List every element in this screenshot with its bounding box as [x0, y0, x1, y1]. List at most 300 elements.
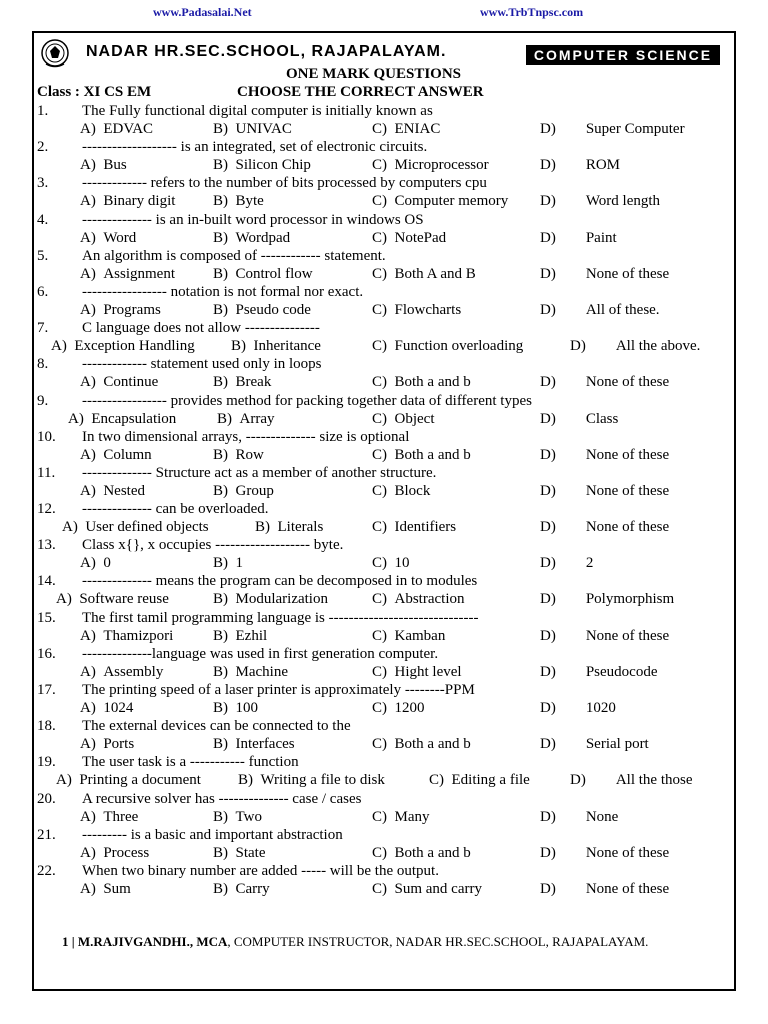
option-text: All the above.	[615, 338, 701, 355]
option-letter: B)	[238, 772, 253, 789]
option-text: Encapsulation	[91, 410, 177, 427]
option-letter: A)	[80, 157, 96, 174]
option-b	[213, 482, 274, 500]
question-text: An algorithm is composed of ------------ statement.	[82, 247, 386, 264]
question-text: C language does not allow ---------------	[82, 320, 320, 337]
option-letter: C)	[372, 338, 387, 355]
option-c	[372, 301, 461, 319]
question-text: -------------- is an in-built word processor in windows OS	[82, 211, 424, 228]
question-number: 21.	[37, 826, 56, 843]
option-text: Ezhil	[235, 627, 268, 644]
option-letter: A)	[80, 193, 96, 210]
question-number: 6.	[37, 283, 49, 300]
option-text: Carry	[235, 880, 270, 897]
option-c	[372, 627, 445, 645]
question-item	[37, 428, 727, 464]
option-a	[80, 663, 163, 681]
option-letter: C)	[372, 555, 387, 572]
option-a	[56, 590, 169, 608]
option-text: Sum	[103, 880, 131, 897]
option-letter: B)	[231, 338, 246, 355]
option-d	[540, 482, 669, 500]
question-item	[37, 536, 727, 572]
option-a	[80, 699, 133, 717]
option-text: Pseudocode	[585, 663, 658, 680]
option-letter: B)	[213, 374, 228, 391]
option-a	[80, 156, 127, 174]
option-text: Exception Handling	[74, 338, 195, 355]
option-a	[80, 735, 134, 753]
option-c	[372, 808, 430, 826]
option-letter: D)	[540, 482, 556, 499]
option-c	[372, 735, 471, 753]
question-item	[37, 211, 727, 247]
option-letter: B)	[213, 482, 228, 499]
option-b	[231, 337, 321, 355]
option-c	[372, 554, 410, 572]
option-letter: D)	[540, 736, 556, 753]
option-b	[217, 410, 274, 428]
question-number: 16.	[37, 645, 56, 662]
option-c	[372, 373, 471, 391]
option-letter: D)	[540, 446, 556, 463]
option-letter: D)	[540, 663, 556, 680]
option-text: Nested	[103, 482, 145, 499]
option-text: Sum and carry	[394, 880, 482, 897]
option-text: Both a and b	[394, 736, 471, 753]
option-a	[80, 120, 153, 138]
option-letter: B)	[213, 808, 228, 825]
question-number: 15.	[37, 609, 56, 626]
option-letter: C)	[372, 121, 387, 137]
option-c	[372, 663, 462, 681]
option-text: State	[235, 844, 266, 861]
option-text: Microprocessor	[394, 157, 489, 174]
page-subtitle: ONE MARK QUESTIONS	[286, 66, 462, 82]
option-letter: B)	[213, 121, 228, 137]
option-d	[540, 373, 669, 391]
question-number: 9.	[37, 392, 49, 409]
option-letter: A)	[68, 410, 84, 427]
question-text: Class x{}, x occupies ------------------- byte.	[82, 537, 344, 554]
option-text: Byte	[235, 193, 264, 210]
option-letter: C)	[429, 772, 444, 789]
option-letter: B)	[213, 736, 228, 753]
option-text: Assignment	[103, 265, 175, 282]
option-letter: A)	[56, 591, 72, 608]
option-b	[213, 120, 292, 138]
question-item	[37, 826, 727, 862]
option-a	[80, 482, 145, 500]
option-text: ROM	[585, 157, 621, 174]
option-letter: B)	[213, 555, 228, 572]
option-a	[80, 446, 152, 464]
option-c	[372, 410, 434, 428]
option-text: Row	[235, 446, 264, 463]
option-letter: C)	[372, 157, 387, 174]
option-text: Programs	[103, 301, 161, 318]
option-text: Function overloading	[394, 338, 524, 355]
option-b	[213, 590, 328, 608]
option-letter: C)	[372, 519, 387, 536]
question-text: The external devices can be connected to the	[82, 718, 351, 735]
option-text: Thamizpori	[103, 627, 174, 644]
option-letter: D)	[540, 374, 556, 391]
option-text: Modularization	[235, 591, 328, 608]
option-text: Both A and B	[394, 265, 476, 282]
question-number: 3.	[37, 175, 49, 192]
question-item	[37, 609, 727, 645]
option-d	[540, 554, 593, 572]
option-text: Pseudo code	[235, 301, 311, 318]
option-letter: C)	[372, 736, 387, 753]
option-letter: C)	[372, 663, 387, 680]
option-text: Super Computer	[585, 121, 685, 137]
option-b	[213, 880, 270, 898]
option-letter: B)	[213, 157, 228, 174]
option-text: Column	[103, 446, 152, 463]
option-text: Editing a file	[451, 772, 530, 789]
option-text: None of these	[585, 374, 670, 391]
option-letter: B)	[213, 446, 228, 463]
option-text: Both a and b	[394, 374, 471, 391]
option-text: Paint	[585, 229, 617, 246]
option-a	[80, 627, 173, 645]
option-text: Array	[239, 410, 275, 427]
question-item	[37, 283, 727, 319]
option-letter: B)	[213, 591, 228, 608]
question-item	[37, 247, 727, 283]
option-text: 100	[235, 700, 258, 716]
option-letter: A)	[80, 121, 96, 137]
option-text: Three	[103, 808, 139, 825]
option-text: 0	[103, 555, 111, 572]
question-text: The Fully functional digital computer is initially known as	[82, 103, 433, 119]
option-text: EDVAC	[103, 121, 154, 137]
option-a	[80, 554, 111, 572]
question-item	[37, 464, 727, 500]
option-text: All the those	[615, 772, 693, 789]
option-c	[372, 265, 476, 283]
option-letter: C)	[372, 446, 387, 463]
option-c	[372, 482, 430, 500]
question-number: 18.	[37, 718, 56, 735]
option-b	[213, 735, 295, 753]
option-text: None of these	[585, 880, 670, 897]
option-text: Identifiers	[394, 519, 457, 536]
option-b	[213, 373, 271, 391]
option-text: 1200	[394, 700, 425, 716]
question-item	[37, 174, 727, 210]
option-d	[540, 192, 660, 210]
option-letter: D)	[540, 880, 556, 897]
option-d	[540, 844, 669, 862]
instruction: CHOOSE THE CORRECT ANSWER	[237, 84, 484, 100]
option-text: All of these.	[585, 301, 660, 318]
option-letter: A)	[80, 482, 96, 499]
option-letter: C)	[372, 374, 387, 391]
option-letter: A)	[51, 338, 67, 355]
option-b	[213, 156, 311, 174]
subject-badge: COMPUTER SCIENCE	[526, 45, 720, 65]
school-emblem-icon	[40, 38, 70, 70]
option-d	[540, 880, 669, 898]
question-list	[37, 102, 727, 898]
footer-text: , COMPUTER INSTRUCTOR, NADAR HR.SEC.SCHOOL, RAJAPALAYAM.	[227, 934, 649, 949]
option-d	[540, 590, 674, 608]
option-b	[213, 663, 288, 681]
option-letter: C)	[372, 265, 387, 282]
option-letter: C)	[372, 844, 387, 861]
option-text: None of these	[585, 844, 670, 861]
option-letter: C)	[372, 591, 387, 608]
question-text: -------------- Structure act as a member of another structure.	[82, 464, 437, 481]
option-letter: C)	[372, 627, 387, 644]
option-a	[56, 771, 201, 789]
option-letter: A)	[56, 772, 72, 789]
option-text: 2	[585, 555, 594, 572]
option-d	[540, 735, 649, 753]
option-letter: A)	[80, 736, 96, 753]
option-text: Break	[235, 374, 272, 391]
option-text: Polymorphism	[585, 591, 675, 608]
option-text: NotePad	[394, 229, 447, 246]
option-letter: C)	[372, 880, 387, 897]
option-text: Printing a document	[79, 772, 201, 789]
option-c	[372, 844, 471, 862]
option-text: Abstraction	[394, 591, 465, 608]
question-text: ------------------- is an integrated, set of electronic circuits.	[82, 139, 428, 156]
option-letter: C)	[372, 808, 387, 825]
option-letter: B)	[213, 265, 228, 282]
option-a	[51, 337, 195, 355]
question-item	[37, 355, 727, 391]
option-text: Class	[585, 410, 619, 427]
question-item	[37, 753, 727, 789]
option-text: Control flow	[235, 265, 313, 282]
question-number: 1.	[37, 103, 49, 119]
option-letter: C)	[372, 229, 387, 246]
question-number: 22.	[37, 862, 56, 879]
author-name: M.RAJIVGANDHI., MCA	[77, 934, 228, 949]
question-text: ----------------- provides method for packing together data of different types	[82, 392, 532, 409]
option-c	[372, 156, 489, 174]
option-a	[62, 518, 209, 536]
question-item	[37, 392, 727, 428]
option-letter: D)	[540, 410, 556, 427]
option-d	[540, 301, 660, 319]
option-text: None of these	[585, 519, 670, 536]
option-c	[372, 699, 425, 717]
question-text: When two binary number are added ----- will be the output.	[82, 862, 439, 879]
option-letter: D)	[540, 591, 556, 608]
question-item	[37, 138, 727, 174]
question-item	[37, 862, 727, 898]
question-item	[37, 319, 727, 355]
option-text: Hight level	[394, 663, 462, 680]
option-a	[80, 808, 138, 826]
question-item	[37, 572, 727, 608]
option-text: Computer memory	[394, 193, 509, 210]
option-d	[570, 337, 700, 355]
option-letter: A)	[80, 808, 96, 825]
option-letter: D)	[540, 627, 556, 644]
option-letter: D)	[540, 808, 556, 825]
padasalai-link[interactable]: www.Padasalai.Net	[153, 5, 252, 19]
question-item	[37, 645, 727, 681]
option-b	[213, 844, 266, 862]
option-c	[372, 590, 464, 608]
question-item	[37, 500, 727, 536]
option-text: 10	[394, 555, 410, 572]
option-text: ENIAC	[394, 121, 441, 137]
option-letter: B)	[213, 193, 228, 210]
option-c	[372, 518, 456, 536]
question-text: In two dimensional arrays, -------------- size is optional	[82, 428, 410, 445]
option-letter: A)	[80, 880, 96, 897]
question-text: --------------language was used in first generation computer.	[82, 645, 439, 662]
option-c	[372, 446, 471, 464]
option-d	[540, 120, 685, 138]
option-a	[80, 301, 161, 319]
question-number: 8.	[37, 356, 49, 373]
option-text: None of these	[585, 482, 670, 499]
option-b	[213, 192, 264, 210]
question-number: 13.	[37, 537, 56, 554]
question-number: 14.	[37, 573, 56, 590]
option-letter: A)	[62, 519, 78, 536]
option-letter: D)	[570, 338, 586, 355]
option-letter: D)	[540, 121, 556, 137]
option-letter: B)	[255, 519, 270, 536]
question-number: 20.	[37, 790, 56, 807]
class-label: Class : XI CS EM	[37, 84, 152, 100]
option-text: Flowcharts	[394, 301, 462, 318]
option-d	[540, 156, 620, 174]
question-item	[37, 681, 727, 717]
school-name: NADAR HR.SEC.SCHOOL, RAJAPALAYAM.	[86, 43, 447, 60]
option-d	[540, 518, 669, 536]
page-number: 1	[62, 934, 69, 949]
option-letter: A)	[80, 663, 96, 680]
option-letter: D)	[540, 844, 556, 861]
question-number: 7.	[37, 320, 49, 337]
option-letter: A)	[80, 555, 96, 572]
option-letter: A)	[80, 446, 96, 463]
option-letter: D)	[540, 519, 556, 536]
option-text: Ports	[103, 736, 135, 753]
question-number: 19.	[37, 754, 56, 771]
option-letter: C)	[372, 193, 387, 210]
option-text: None of these	[585, 265, 670, 282]
option-a	[68, 410, 176, 428]
option-text: None of these	[585, 627, 670, 644]
option-letter: A)	[80, 265, 96, 282]
option-a	[80, 844, 149, 862]
option-text: UNIVAC	[235, 121, 292, 137]
option-b	[213, 699, 258, 717]
option-letter: B)	[213, 627, 228, 644]
question-number: 12.	[37, 501, 56, 518]
option-a	[80, 192, 175, 210]
question-number: 17.	[37, 682, 56, 698]
option-d	[540, 627, 669, 645]
option-text: Literals	[277, 519, 324, 536]
option-a	[80, 229, 136, 247]
trbtnpsc-link[interactable]: www.TrbTnpsc.com	[480, 5, 584, 19]
question-text: ------------- refers to the number of bits processed by computers cpu	[82, 175, 487, 192]
option-b	[255, 518, 323, 536]
option-b	[213, 808, 262, 826]
option-text: Process	[103, 844, 150, 861]
option-text: Software reuse	[79, 591, 169, 608]
option-letter: C)	[372, 410, 387, 427]
option-text: 1024	[103, 700, 134, 716]
option-letter: B)	[213, 880, 228, 897]
question-number: 4.	[37, 211, 49, 228]
option-b	[213, 265, 313, 283]
question-text: The first tamil programming language is ------------------------------	[82, 609, 479, 626]
option-letter: B)	[213, 301, 228, 318]
option-letter: B)	[213, 663, 228, 680]
question-text: ----------------- notation is not formal nor exact.	[82, 283, 364, 300]
option-text: Kamban	[394, 627, 446, 644]
question-number: 5.	[37, 247, 49, 264]
footer-separator: |	[71, 934, 75, 949]
page-footer	[62, 934, 648, 950]
option-text: 1020	[585, 700, 616, 716]
option-text: Many	[394, 808, 430, 825]
option-letter: D)	[540, 700, 556, 716]
option-d	[570, 771, 692, 789]
option-letter: B)	[217, 410, 232, 427]
option-text: Word length	[585, 193, 661, 210]
option-letter: A)	[80, 844, 96, 861]
option-letter: D)	[540, 265, 556, 282]
option-b	[213, 627, 267, 645]
option-text: Both a and b	[394, 844, 471, 861]
option-text: Inheritance	[253, 338, 321, 355]
option-text: Block	[394, 482, 431, 499]
option-c	[372, 120, 440, 138]
option-letter: C)	[372, 700, 387, 716]
option-c	[372, 229, 446, 247]
question-item	[37, 102, 727, 138]
option-text: Interfaces	[235, 736, 295, 753]
option-text: Group	[235, 482, 274, 499]
option-letter: C)	[372, 301, 387, 318]
option-c	[372, 880, 482, 898]
option-text: Two	[235, 808, 262, 825]
option-text: Silicon Chip	[235, 157, 311, 174]
question-number: 2.	[37, 139, 49, 156]
option-d	[540, 229, 617, 247]
question-item	[37, 790, 727, 826]
option-text: Bus	[103, 157, 127, 174]
option-a	[80, 265, 175, 283]
option-a	[80, 880, 131, 898]
option-text: Continue	[103, 374, 159, 391]
option-letter: D)	[540, 193, 556, 210]
option-c	[429, 771, 530, 789]
option-b	[213, 446, 264, 464]
question-text: ------------- statement used only in loops	[82, 356, 322, 373]
option-letter: A)	[80, 301, 96, 318]
option-c	[372, 337, 523, 355]
question-text: The user task is a ----------- function	[82, 754, 299, 771]
option-text: 1	[235, 555, 243, 572]
option-letter: B)	[213, 229, 228, 246]
